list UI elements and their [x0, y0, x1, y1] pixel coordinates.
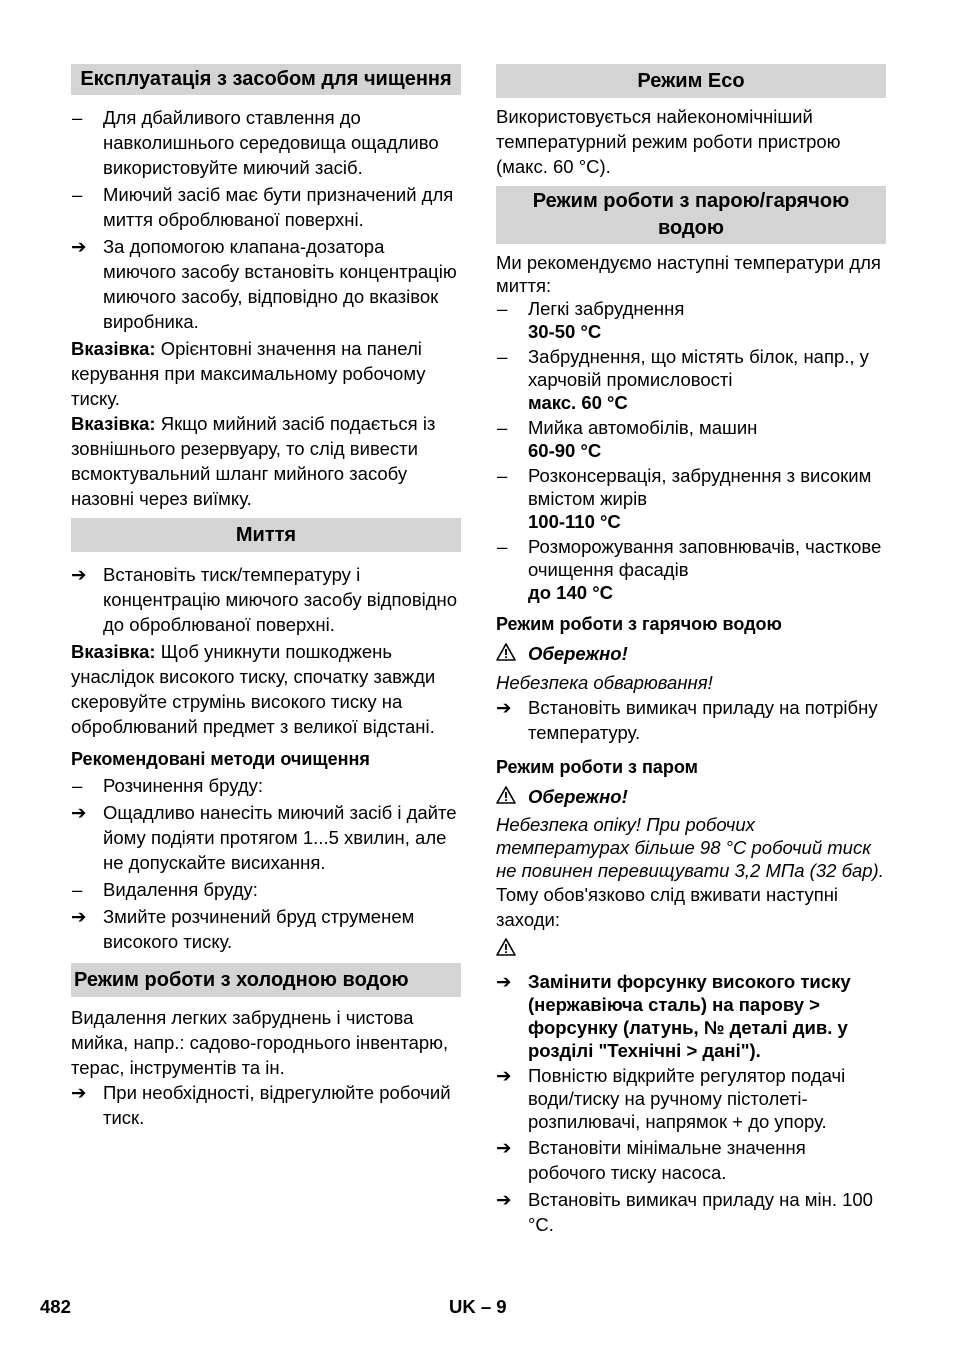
list-item: ➔ Ощадливо нанесіть миючий засіб і дайте йому подіяти протягом 1...5 хвилин, але не допускайте висихання. — [71, 802, 457, 873]
arrow-icon: ➔ — [71, 564, 87, 585]
list-item: – Миючий засіб має бути призначений для миття оброблюваної поверхні. — [72, 184, 454, 230]
temperature-item: – Легкі забруднення 30-50 °C — [497, 298, 685, 342]
dash-marker: – — [72, 879, 83, 900]
note: Вказівка: Якщо мийний засіб подається із зовнішнього резервуару, то слід вивести всмоктувальний шланг мийного засобу назовні через виїмку. — [71, 413, 436, 509]
list-item: ➔ При необхідності, відрегулюйте робочий тиск. — [71, 1082, 451, 1128]
list-item: ➔ Встановіть тиск/температуру і концентрацію миючого засобу відповідно до оброблюваної поверхні. — [71, 564, 458, 635]
dash-marker: – — [497, 465, 508, 486]
list-item: – Видалення бруду: — [72, 879, 258, 900]
dash-marker: – — [72, 775, 83, 796]
section-heading-steam-hot-water: Режим роботи з парою/гарячою водою — [496, 186, 886, 244]
arrow-icon: ➔ — [71, 1082, 87, 1103]
arrow-icon: ➔ — [496, 697, 512, 718]
dash-marker: – — [497, 417, 508, 438]
section-heading-eco: Режим Eco — [496, 64, 886, 98]
dash-marker: – — [72, 107, 83, 128]
warning-triangle-icon — [496, 643, 516, 661]
caution-text: Небезпека обварювання! — [496, 672, 713, 693]
caution-line: Обережно! — [496, 784, 886, 809]
page-number: 482 — [40, 1296, 71, 1317]
warning-triangle-icon — [496, 786, 516, 804]
left-column — [71, 64, 461, 1130]
paragraph: Ми рекомендуємо наступні температури для миття: — [496, 252, 881, 296]
dash-marker: – — [497, 298, 508, 319]
list-item: ➔ Повністю відкрийте регулятор подачі води/тиску на ручному пістолеті-розпилювачі, напрямок + до упору. — [496, 1065, 846, 1132]
note: Вказівка: Орієнтовні значення на панелі керування при максимальному робочому тиску. — [71, 338, 426, 409]
paragraph: Використовується найекономічніший температурний режим роботи пристрою (макс. 60 °C). — [496, 106, 841, 177]
arrow-icon: ➔ — [496, 1065, 512, 1086]
temperature-item: – Розконсервація, забруднення з високим вмістом жирів 100-110 °C — [497, 465, 872, 532]
list-item: – Розчинення бруду: — [72, 775, 264, 796]
dash-marker: – — [72, 184, 83, 205]
list-item: ➔ Змийте розчинений бруд струменем високого тиску. — [71, 906, 415, 952]
section-heading-cold-water: Режим роботи з холодною водою — [71, 963, 461, 997]
arrow-icon: ➔ — [496, 971, 512, 992]
list-item: ➔ Замінити форсунку високого тиску (нержавіюча сталь) на парову > форсунку (латунь, № деталі див. у розділі "Технічні > дані"). — [496, 971, 851, 1061]
caution-line: Обережно! — [496, 641, 886, 666]
list-item: ➔ За допомогою клапана-дозатора миючого засобу встановіть концентрацію миючого засобу, відповідно до вказівок виробника. — [71, 236, 457, 332]
dash-marker: – — [497, 346, 508, 367]
note: Вказівка: Щоб уникнути пошкоджень унаслідок високого тиску, спочатку завжди скеровуйте струмінь високого тиску на оброблюваний предмет з великої відстані. — [71, 641, 436, 737]
arrow-icon: ➔ — [496, 1137, 512, 1158]
section-heading-washing: Миття — [71, 518, 461, 552]
list-item: ➔ Встановіть вимикач приладу на потрібну температуру. — [496, 697, 878, 743]
arrow-icon: ➔ — [71, 236, 87, 257]
dash-marker: – — [497, 536, 508, 557]
paragraph: Тому обов'язково слід вживати наступні заходи: — [496, 884, 839, 930]
paragraph: Видалення легких забруднень і чистова мийка, напр.: садово-городнього інвентарю, терас, інструментів та ін. — [71, 1007, 449, 1078]
subheading-cleaning-methods: Рекомендовані методи очищення — [71, 749, 370, 769]
list-item: – Для дбайливого ставлення до навколишнього середовища ощадливо використовуйте миючий засіб. — [72, 107, 439, 178]
caution-text: Небезпека опіку! При робочих температурах більше 98 °C робочий тиск не повинен перевищувати 3,2 МПа (32 бар). — [496, 814, 884, 881]
arrow-icon: ➔ — [496, 1189, 512, 1210]
temperature-item: – Розморожування заповнювачів, часткове очищення фасадів до 140 °C — [497, 536, 882, 603]
subheading-hot-water-mode: Режим роботи з гарячою водою — [496, 614, 782, 634]
arrow-icon: ➔ — [71, 906, 87, 927]
temperature-item: – Мийка автомобілів, машин 60-90 °C — [497, 417, 758, 461]
subheading-steam-mode: Режим роботи з паром — [496, 757, 698, 777]
list-item: ➔ Встановіти мінімальне значення робочого тиску насоса. — [496, 1137, 806, 1183]
right-column — [496, 64, 886, 1237]
arrow-icon: ➔ — [71, 802, 87, 823]
temperature-item: – Забруднення, що містять білок, напр., у харчовій промисловості макс. 60 °C — [497, 346, 869, 413]
warning-triangle-icon — [496, 938, 886, 958]
section-heading-detergent: Експлуатація з засобом для чищення — [71, 64, 461, 95]
section-page-label: UK – 9 — [449, 1296, 507, 1317]
list-item: ➔ Встановіть вимикач приладу на мін. 100 °C. — [496, 1189, 873, 1235]
